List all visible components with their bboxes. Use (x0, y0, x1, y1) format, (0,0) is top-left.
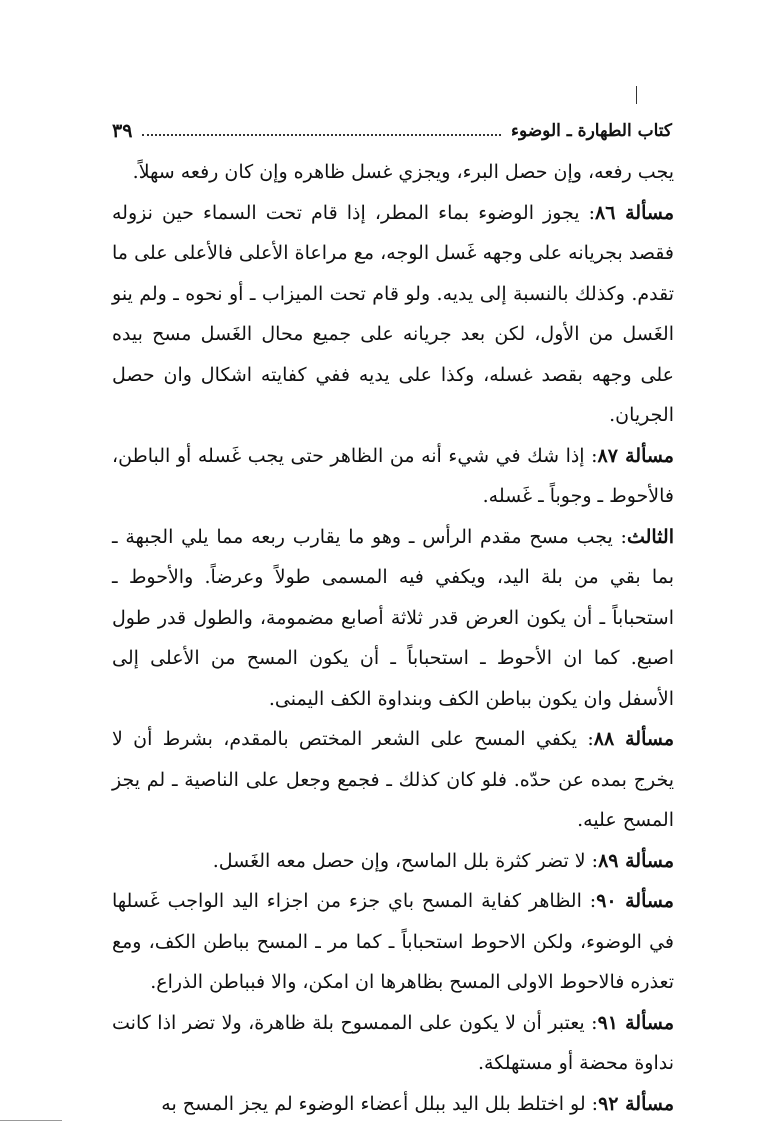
paragraph-text: : يكفي المسح على الشعر المختص بالمقدم، بشرط أن لا يخرج بمده عن حدّه. فلو كان كذلك ـ فجمع وجعل على الناصية ـ لم يجز المسح عليه. (112, 728, 674, 831)
paragraph (112, 193, 674, 436)
section-label: الثالث (626, 525, 674, 548)
issue-label: مسألة ٨٩ (598, 849, 674, 872)
issue-label: مسألة ٩١ (597, 1011, 674, 1034)
issue-label: مسألة ٨٨ (593, 728, 674, 750)
paragraph-text: : يجب مسح مقدم الرأس ـ وهو ما يقارب ربعه مما يلي الجبهة ـ بما بقي من بلة اليد، ويكفي فيه المسمى طولاً وعرضاً. والأحوط ـ استحباباً ـ أن يكون العرض قدر ثلاثة أصابع مضمومة، والطول قدر طول اصبع. كما ان الأحوط ـ استحباباً ـ أن يكون المسح من الأعلى إلى الأسفل وان يكون بباطن الكف وبنداوة الكف اليمنى. (112, 525, 674, 710)
paragraph (112, 841, 674, 882)
paragraph (112, 719, 674, 841)
paragraph (112, 517, 674, 720)
issue-label: مسألة ٨٧ (597, 444, 674, 467)
page-number: ٣٩ (112, 120, 133, 142)
paragraph-text: : الظاهر كفاية المسح باي جزء من اجزاء اليد الواجب غَسلها في الوضوء، ولكن الاحوط استحباباً ـ كما مر ـ المسح بباطن الكف، ومع تعذره فالاحوط الاولى المسح بظاهرها ان امكن، والا فبباطن الذراع. (112, 890, 674, 993)
issue-label: مسألة ٨٦ (595, 201, 674, 224)
page-body (112, 152, 674, 1124)
paragraph (112, 1084, 674, 1125)
issue-label: مسألة ٩٠ (596, 890, 674, 912)
paragraph (112, 1003, 674, 1084)
scan-edge-line (0, 1120, 62, 1121)
paragraph-text: : يجوز الوضوء بماء المطر، إذا قام تحت السماء حين نزوله فقصد بجريانه على وجهه غَسل الوجه، مع مراعاة الأعلى فالأعلى على ما تقدم. وكذلك بالنسبة إلى يديه. ولو قام تحت الميزاب ـ أو نحوه ـ ولم ينو الغَسل من الأول، لكن بعد جريانه على جميع محال الغَسل مسح بيده على وجهه بقصد غسله، وكذا على يديه ففي كفايته اشكال وان حصل الجريان. (112, 201, 674, 426)
paragraph-text: : لو اختلط بلل اليد ببلل أعضاء الوضوء لم يجز المسح به (161, 1092, 599, 1115)
paragraph-text: : إذا شك في شيء أنه من الظاهر حتى يجب غَسله أو الباطن، فالأحوط ـ وجوباً ـ غَسله. (112, 444, 674, 507)
paragraph-text: : لا تضر كثرة بلل الماسح، وإن حصل معه الغَسل. (212, 849, 599, 872)
margin-mark (636, 86, 637, 104)
running-header (112, 116, 672, 146)
paragraph (112, 152, 674, 193)
paragraph (112, 436, 674, 517)
dot-leader (142, 134, 501, 136)
paragraph (112, 881, 674, 1003)
chapter-title: كتاب الطهارة ـ الوضوء (510, 121, 672, 141)
issue-label: مسألة ٩٢ (598, 1092, 674, 1115)
paragraph-text: : يعتبر أن لا يكون على الممسوح بلة ظاهرة، ولا تضر اذا كانت نداوة محضة أو مستهلكة. (112, 1011, 674, 1074)
paragraph-text: يجب رفعه، وإن حصل البرء، ويجزي غسل ظاهره وإن كان رفعه سهلاً. (132, 161, 674, 183)
